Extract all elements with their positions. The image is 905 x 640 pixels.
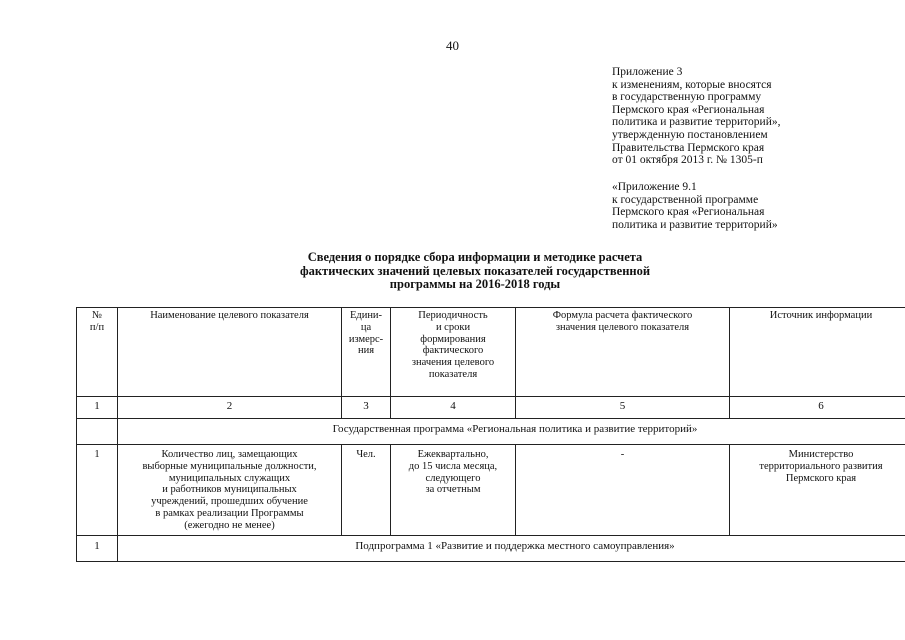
- text-line: Ежеквартально,: [417, 449, 489, 460]
- row-unit: Чел.: [342, 445, 391, 536]
- text-line: от 01 октября 2013 г. № 1305-п: [612, 154, 763, 167]
- text-line: ния: [357, 345, 375, 357]
- text-line: в рамках реализации Программы: [155, 507, 304, 519]
- text-line: следующего: [425, 472, 481, 484]
- text-line: территориального развития: [759, 460, 883, 472]
- indicators-table: [76, 307, 905, 562]
- text-line: Формула расчета фактического: [552, 310, 693, 321]
- text-line: за отчетным: [425, 484, 481, 496]
- header-num: [77, 308, 118, 397]
- text-line: утвержденную постановлением: [612, 128, 768, 141]
- text-line: муниципальных служащих: [168, 472, 291, 484]
- row-num: 1: [77, 445, 118, 536]
- column-numbers-row: [77, 397, 905, 419]
- text-line: Пермского края «Региональная: [612, 103, 765, 116]
- text-line: к государственной программе: [612, 193, 759, 206]
- text-line: п/п: [89, 321, 105, 333]
- text-line: измерс-: [348, 333, 384, 345]
- row-indicator-name: [118, 445, 342, 536]
- table-header-row: [77, 308, 905, 397]
- column-number: 3: [342, 397, 391, 419]
- text-line: политика и развитие территорий»: [612, 218, 778, 231]
- text-line: фактического: [422, 345, 484, 357]
- text-line: Наименование целевого показателя: [150, 310, 309, 321]
- subprogram-row: [77, 536, 905, 562]
- text-line: Едини-: [349, 310, 383, 321]
- document-title: [240, 251, 710, 292]
- table-row: [77, 445, 905, 536]
- text-line: значения целевого показателя: [555, 321, 690, 333]
- column-number: 4: [391, 397, 516, 419]
- text-line: Правительства Пермского края: [612, 141, 765, 154]
- text-line: учреждений, прошедших обучение: [151, 496, 308, 508]
- appendix-subheading: [612, 181, 778, 231]
- text-line: выборные муниципальные должности,: [142, 460, 317, 472]
- text-line: в государственную программу: [612, 91, 762, 104]
- column-number: 1: [77, 397, 118, 419]
- text-line: Приложение 3: [612, 66, 683, 78]
- column-number: 5: [516, 397, 730, 419]
- row-source: [730, 445, 905, 536]
- row-periodicity: [391, 445, 516, 536]
- program-title-row: [77, 419, 905, 445]
- text-line: Пермского края: [785, 472, 857, 484]
- row-formula: -: [516, 445, 730, 536]
- text-line: Министерство: [788, 449, 854, 460]
- text-line: программы на 2016-2018 годы: [389, 277, 561, 291]
- text-line: и работников муниципальных: [162, 484, 297, 496]
- header-indicator-name: [118, 308, 342, 397]
- text-line: Сведения о порядке сбора информации и методике расчета: [307, 250, 643, 264]
- text-line: ца: [360, 321, 372, 333]
- text-line: формирования: [420, 333, 486, 345]
- column-number: 2: [118, 397, 342, 419]
- subprogram-num: 1: [77, 536, 118, 562]
- appendix-heading: [612, 66, 780, 167]
- subprogram-title: Подпрограмма 1 «Развитие и поддержка местного самоуправления»: [118, 536, 905, 562]
- header-formula: [516, 308, 730, 397]
- text-line: Периодичность: [418, 310, 488, 321]
- page-number: 40: [446, 38, 459, 53]
- header-periodicity: [391, 308, 516, 397]
- text-line: до 15 числа месяца,: [408, 460, 498, 472]
- text-line: (ежегодно не менее): [184, 519, 275, 531]
- text-line: к изменениям, которые вносятся: [612, 78, 772, 91]
- text-line: показателя: [428, 368, 478, 380]
- text-line: Источник информации: [769, 310, 873, 321]
- header-source: [730, 308, 905, 397]
- text-line: политика и развитие территорий»,: [612, 116, 781, 129]
- column-number: 6: [730, 397, 905, 419]
- text-line: №: [91, 310, 103, 321]
- text-line: значения целевого: [411, 357, 495, 369]
- text-line: «Приложение 9.1: [612, 181, 697, 193]
- text-line: и сроки: [435, 321, 471, 333]
- program-title-blank: [77, 419, 118, 445]
- text-line: Количество лиц, замещающих: [161, 449, 298, 460]
- text-line: фактических значений целевых показателей государственной: [299, 263, 651, 278]
- program-title: Государственная программа «Региональная политика и развитие территорий»: [118, 419, 905, 445]
- text-line: Пермского края «Региональная: [612, 206, 765, 219]
- header-unit: [342, 308, 391, 397]
